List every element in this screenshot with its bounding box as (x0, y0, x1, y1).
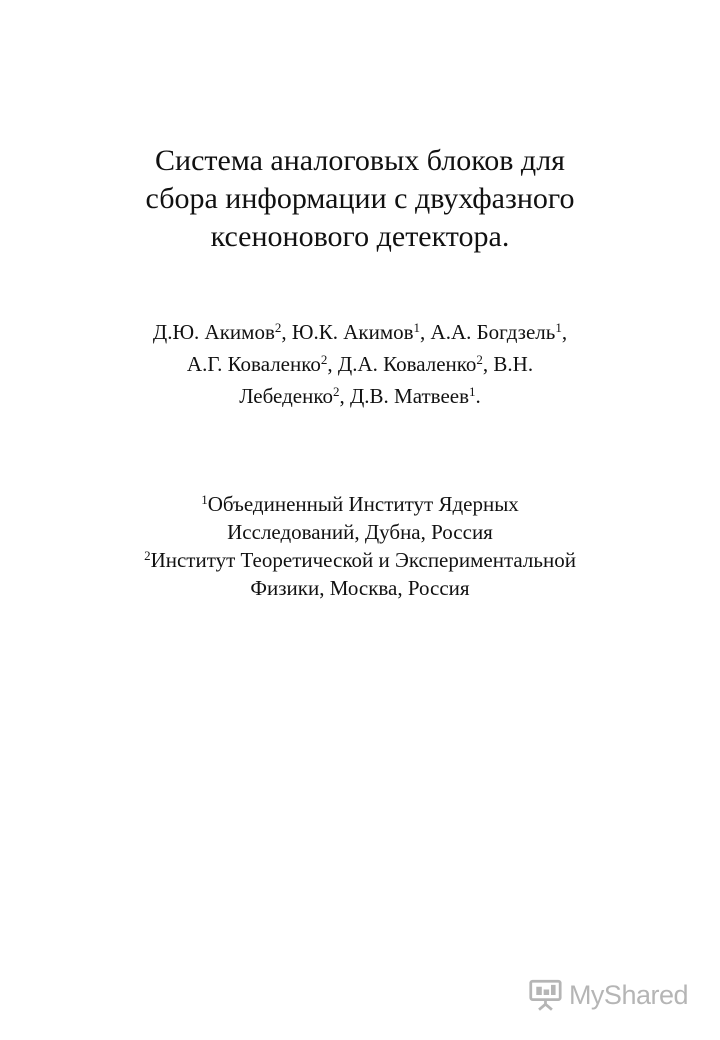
affiliation-text: Институт Теоретической и Экспериментальной (150, 548, 576, 572)
watermark-text: MyShared (568, 979, 688, 1010)
document-title (60, 142, 660, 256)
author-name: , В.Н. (482, 352, 534, 376)
presentation-board-icon (528, 976, 563, 1014)
affiliation-mark: 2 (144, 548, 151, 563)
title-line: ксенонового детектора. (210, 220, 510, 253)
author-line (60, 316, 660, 348)
title-line: Система аналоговых блоков для (155, 144, 565, 177)
author-list (60, 316, 660, 412)
affiliation-text: Объединенный Институт Ядерных (207, 492, 519, 516)
author-separator: , (561, 320, 568, 344)
affiliation-line: Исследований, Дубна, Россия (227, 520, 493, 544)
author-line (60, 348, 660, 380)
affiliation-mark: 1 (555, 320, 562, 335)
author-separator: . (475, 384, 481, 408)
author-name: Лебеденко (239, 384, 333, 408)
affiliation-mark: 1 (413, 320, 421, 335)
affiliation-mark: 2 (476, 352, 483, 367)
affiliation-mark: 1 (201, 492, 208, 507)
author-name: , Д.А. Коваленко (327, 352, 477, 376)
affiliation-line (40, 490, 680, 518)
affiliation-mark: 2 (332, 384, 340, 399)
author-name: А.Г. Коваленко (186, 352, 321, 376)
author-name: , Ю.К. Акимов (281, 320, 414, 344)
affiliation-mark: 1 (469, 384, 476, 399)
author-name: , А.А. Богдзель (420, 320, 556, 344)
myshared-watermark (528, 972, 688, 1018)
title-line: сбора информации с двухфазного (145, 182, 575, 215)
affiliation-line (40, 546, 680, 574)
affiliation-list (40, 490, 680, 602)
author-name: Д.Ю. Акимов (152, 320, 275, 344)
author-line (60, 380, 660, 412)
affiliation-mark: 2 (274, 320, 282, 335)
affiliation-mark: 2 (320, 352, 328, 367)
affiliation-line: Физики, Москва, Россия (250, 576, 470, 600)
author-name: , Д.В. Матвеев (339, 384, 470, 408)
